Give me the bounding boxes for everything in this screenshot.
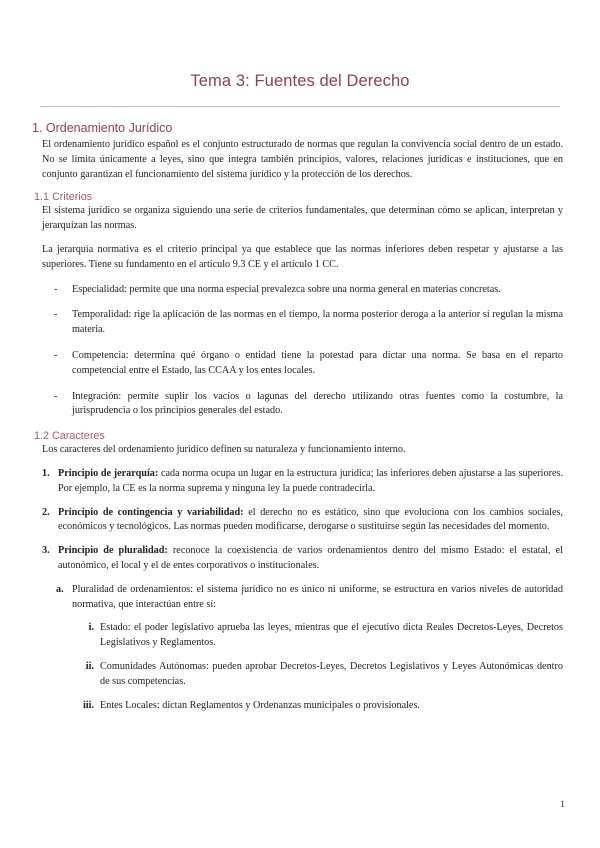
caracteres-intro: Los caracteres del ordenamiento jurídico definen su naturaleza y funcionamiento interno.	[42, 444, 406, 456]
roman-item	[42, 699, 563, 714]
list-item: - Integración: permite suplir los vacíos o lagunas del derecho utilizando otras fuentes como la costumbre, la jurisprudencia o los principios generales del estado.	[42, 390, 563, 420]
list-letter: a.	[56, 583, 64, 595]
list-number: 2.	[42, 506, 50, 518]
title-divider	[40, 106, 560, 107]
subsection-heading-criterios: 1.1 Criterios	[34, 191, 93, 204]
list-item: - Temporalidad: rige la aplicación de las normas en el tiempo, la norma posterior deroga a la anterior si regulan la misma materia.	[42, 308, 563, 338]
principle-text: reconoce la coexistencia de varios ordenamientos dentro del mismo Estado: el estatal, el autonómico, el local y el de entes corporativos o institucionales.	[58, 545, 563, 571]
principle-term: Principio de contingencia y variabilidad:	[58, 506, 244, 518]
list-number: 3.	[42, 545, 50, 557]
roman-text: Comunidades Autónomas: pueden aprobar Decretos-Leyes, Decretos Legislativos y Leyes Autonómicas dentro de sus competencias.	[100, 660, 563, 687]
criterios-list	[42, 283, 563, 420]
roman-number: i.	[88, 622, 94, 634]
roman-text: Estado: el poder legislativo aprueba las leyes, mientras que el ejecutivo dicta Reales Decretos-Leyes, Decretos Legislativos y Reglamentos.	[100, 622, 563, 649]
document-title: Tema 3: Fuentes del Derecho	[190, 72, 410, 90]
section-intro: El ordenamiento jurídico español es el conjunto estructurado de normas que regulan la convivencia social dentro de un estado. No se limita únicamente a leyes, sino que integra también principios, valores, relaciones jurídicas e instituciones, que en conjunto garantizan el funcionamiento del sistema jurídico y la protección de los derechos.	[42, 139, 563, 180]
principle-term: Principio de pluralidad:	[58, 545, 168, 557]
section-heading-ordenamiento: 1. Ordenamiento Jurídico	[32, 121, 173, 135]
roman-text: Entes Locales: dictan Reglamentos y Ordenanzas municipales o provisionales.	[100, 699, 420, 711]
principle-text: el derecho no es estático, sino que evoluciona con los cambios sociales, económicos y tecnológicos. Las normas pueden modificarse, derogarse o sustituirse según las necesidades del momento.	[58, 506, 563, 533]
sub-item-pluralidad	[42, 583, 563, 613]
roman-number: ii.	[85, 660, 94, 672]
principle-term: Principio de jerarquía:	[58, 467, 159, 479]
roman-item	[42, 621, 563, 651]
criterios-paragraph-2: La jerarquía normativa es el criterio principal ya que establece que las normas inferiores deben respetar y ajustarse a las superiores. Tiene su fundamento en el artículo 9.3 CE y el artículo 1 CC.	[42, 243, 563, 270]
list-number: 1.	[42, 467, 50, 479]
principle-item	[42, 506, 563, 536]
list-item: - Competencia: determina qué órgano o entidad tiene la potestad para dictar una norma. Se basa en el reparto competencial entre el Estado, las CCAA y los entes locales.	[42, 349, 563, 379]
document-body	[32, 120, 563, 713]
subsection-heading-caracteres: 1.2 Caracteres	[34, 430, 105, 443]
roman-item	[42, 660, 563, 690]
principle-item	[42, 544, 563, 574]
principle-item	[42, 467, 563, 497]
page-number: 1	[560, 800, 565, 810]
roman-number: iii.	[82, 699, 94, 711]
principle-text: cada norma ocupa un lugar en la estructura jurídica; las inferiores deben ajustarse a las superiores. Por ejemplo, la CE es la norma suprema y ninguna ley la puede contradecirla.	[58, 467, 563, 494]
sub-item-text: Pluralidad de ordenamientos: el sistema jurídico no es único ni uniforme, se estructura en varios niveles de autoridad normativa, que interactúan entre sí:	[72, 583, 563, 610]
list-item: - Especialidad: permite que una norma especial prevalezca sobre una norma general en materias concretas.	[42, 283, 563, 298]
criterios-paragraph-1: El sistema jurídico se organiza siguiendo una serie de criterios fundamentales, que determinan cómo se aplican, interpretan y jerarquizan las normas.	[42, 205, 563, 232]
